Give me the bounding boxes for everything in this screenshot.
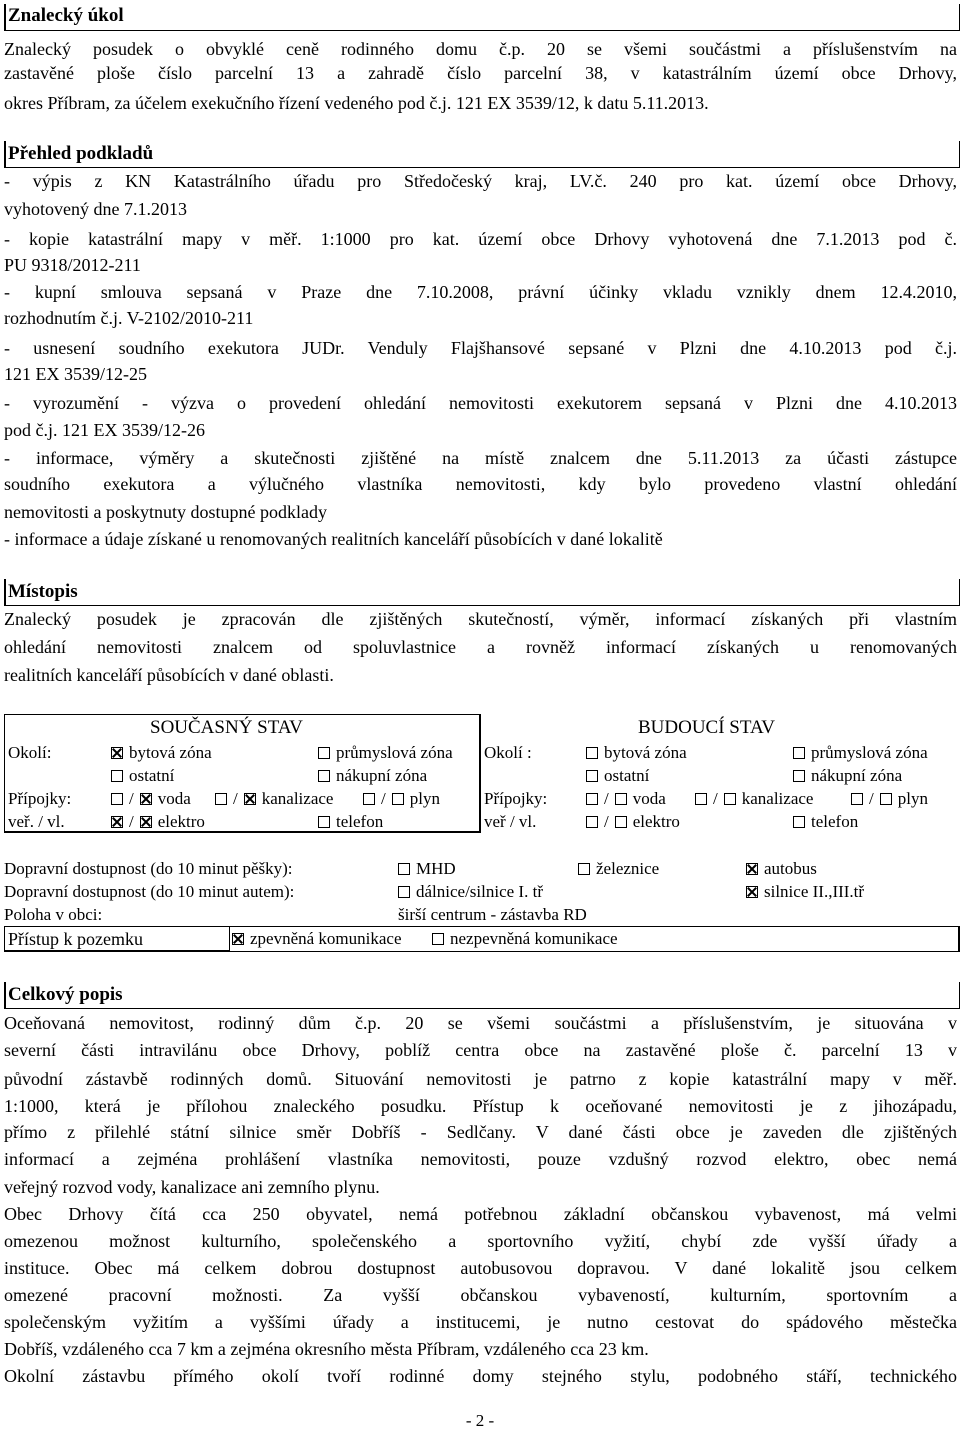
checkbox-highway[interactable]: dálnice/silnice I. tř: [398, 881, 543, 903]
paragraph-line: 1:1000, která je přílohou znaleckého posudku. Přístup k oceňované nemovitosti je z jihozápadu,: [4, 1096, 957, 1116]
section-heading-mistopis: Místopis: [8, 581, 78, 602]
utilities-label: Přípojky:: [484, 789, 548, 808]
checkbox-icon: [586, 770, 598, 782]
paragraph-line: realitních kanceláří působících v dané oblasti.: [4, 665, 334, 685]
list-line: soudního exekutora a výlučného vlastníka nemovitosti, kdy bylo provedeno vlastní ohledání: [4, 474, 957, 494]
paragraph-line: severní části intravilánu obce Drhovy, poblíž centra obce na zastavěné ploše č. parcelní 13 v: [4, 1040, 957, 1060]
surroundings-label: Okolí:: [8, 743, 52, 762]
transport-car-label: Dopravní dostupnost (do 10 minut autem):: [4, 882, 295, 901]
paragraph-line: Obec Drhovy čítá cca 250 obyvatel, nemá potřebnou základní občanskou vybavenost, má velmi: [4, 1204, 957, 1224]
paragraph-line: ohledání nemovitosti znalcem od spoluvlastnice a rovněž informací získaných u renomovaných: [4, 637, 957, 657]
checkbox-icon: [793, 770, 805, 782]
checkbox-shopping[interactable]: nákupní zóna: [318, 765, 427, 787]
checkbox-icon: [880, 793, 892, 805]
utility-phone[interactable]: telefon: [318, 811, 383, 833]
checkbox-industrial-future[interactable]: průmyslová zóna: [793, 742, 928, 764]
paragraph-line: Znalecký posudek o obvyklé ceně rodinného domu č.p. 20 se všemi součástmi a příslušenstvím na: [4, 39, 957, 59]
section-header-bar: [4, 982, 960, 1009]
utility-gas-future[interactable]: / plyn: [851, 788, 928, 810]
utility-phone-future[interactable]: telefon: [793, 811, 858, 833]
checkbox-road[interactable]: silnice II.,III.tř: [746, 881, 864, 903]
checkbox-residential-future[interactable]: bytová zóna: [586, 742, 687, 764]
list-line: - informace a údaje získané u renomovaných realitních kanceláří působících v dané lokalitě: [4, 529, 663, 549]
checkbox-mhd[interactable]: MHD: [398, 858, 456, 880]
paragraph-line: Okolní zástavbu přímého okolí tvoří rodinné domy stejného stylu, podobného stáří, technického: [4, 1366, 957, 1386]
checkbox-icon: [363, 793, 375, 805]
utility-sewer[interactable]: / kanalizace: [215, 788, 333, 810]
checkbox-icon: [793, 747, 805, 759]
paragraph-line: Oceňovaná nemovitost, rodinný dům č.p. 20 se všemi součástmi a příslušenstvím, je situována v: [4, 1013, 957, 1033]
checkbox-industrial[interactable]: průmyslová zóna: [318, 742, 453, 764]
list-line: pod č.j. 121 EX 3539/12-26: [4, 420, 205, 440]
list-line: - kupní smlouva sepsaná v Praze dne 7.10.2008, právní účinky vkladu vznikly dnem 12.4.2010,: [4, 282, 957, 302]
section-header-bar: [4, 4, 960, 31]
list-line: - usnesení soudního exekutora JUDr. Venduly Flajšhansové sepsané v Plzni dne 4.10.2013 pod č.j.: [4, 338, 957, 358]
checked-checkbox-icon: [111, 747, 123, 759]
public-private-label: veř. / vl.: [8, 812, 65, 831]
list-line: - informace, výměry a skutečnosti zjištěné na místě znalcem dne 5.11.2013 za účasti zástupce: [4, 448, 957, 468]
access-label: Přístup k pozemku: [8, 929, 143, 949]
checked-checkbox-icon: [140, 793, 152, 805]
section-heading-celkovy: Celkový popis: [8, 984, 123, 1005]
checkbox-icon: [398, 863, 410, 875]
utility-water[interactable]: / voda: [111, 788, 191, 810]
paragraph-line: původní zástavbě rodinných domů. Situování nemovitosti je patrno z kopie katastrální mapy v měř.: [4, 1069, 957, 1089]
utility-gas[interactable]: / plyn: [363, 788, 440, 810]
paragraph-line: zastavěné ploše číslo parcelní 13 a zahradě číslo parcelní 38, v katastrálním území obce Drhovy,: [4, 63, 957, 83]
paragraph-line: omezené pracovní možnosti. Za vyšší občanskou vybaveností, kulturním, sportovním a: [4, 1285, 957, 1305]
list-line: rozhodnutím č.j. V-2102/2010-211: [4, 308, 254, 328]
transport-walk-label: Dopravní dostupnost (do 10 minut pěšky):: [4, 859, 293, 878]
checkbox-other-future[interactable]: ostatní: [586, 765, 649, 787]
list-line: - výpis z KN Katastrálního úřadu pro Středočeský kraj, LV.č. 240 pro kat. území obce Drhovy,: [4, 171, 957, 191]
checkbox-icon: [215, 793, 227, 805]
checkbox-icon: [615, 793, 627, 805]
utilities-label: Přípojky:: [8, 789, 72, 808]
surroundings-label: Okolí :: [484, 743, 532, 762]
section-heading-ukol: Znalecký úkol: [8, 5, 124, 26]
checkbox-paved-road[interactable]: zpevněná komunikace: [232, 928, 402, 950]
paragraph-line: přímo z přilehlé státní silnice směr Dobříš - Sedlčany. V dané části obce je zaveden dle zjištěných: [4, 1122, 957, 1142]
paragraph-line: omezenou možnost kulturního, společenského a sportovního vyžití, chybí zde vyšší úřady a: [4, 1231, 957, 1251]
checkbox-icon: [615, 816, 627, 828]
checkbox-bus[interactable]: autobus: [746, 858, 817, 880]
paragraph-line: veřejný rozvod vody, kanalizace ani zemního plynu.: [4, 1177, 380, 1197]
checkbox-shopping-future[interactable]: nákupní zóna: [793, 765, 902, 787]
checkbox-icon: [318, 747, 330, 759]
checked-checkbox-icon: [232, 933, 244, 945]
list-line: - vyrozumění - výzva o provedení ohledání nemovitosti exekutorem sepsaná v Plzni dne 4.10.2013: [4, 393, 957, 413]
checkbox-icon: [586, 816, 598, 828]
paragraph-line: informací a zejména prohlášení vlastníka nemovitosti, pouze vzdušný rozvod elektro, obec nemá: [4, 1149, 957, 1169]
location-label: Poloha v obci:: [4, 905, 103, 924]
checked-checkbox-icon: [111, 816, 123, 828]
paragraph-line: Znalecký posudek je zpracován dle zjištěných skutečností, výměr, informací získaných při vlastním: [4, 609, 957, 629]
checkbox-icon: [586, 793, 598, 805]
paragraph-line: Dobříš, vzdáleného cca 7 km a zejména okresního města Příbram, vzdáleného cca 23 km.: [4, 1339, 649, 1359]
current-state-heading: SOUČASNÝ STAV: [150, 717, 303, 738]
checkbox-icon: [578, 863, 590, 875]
utility-electricity-future[interactable]: / elektro: [586, 811, 680, 833]
checked-checkbox-icon: [140, 816, 152, 828]
checkbox-icon: [318, 770, 330, 782]
utility-sewer-future[interactable]: / kanalizace: [695, 788, 813, 810]
section-heading-podklady: Přehled podkladů: [8, 143, 154, 164]
paragraph-line: instituce. Obec má celkem dobrou dostupnost autobusovou dopravou. V dané lokalitě jsou celkem: [4, 1258, 957, 1278]
checkbox-icon: [586, 747, 598, 759]
checked-checkbox-icon: [746, 863, 758, 875]
checkbox-icon: [793, 816, 805, 828]
checkbox-icon: [398, 886, 410, 898]
list-line: nemovitosti a poskytnuty dostupné podklady: [4, 502, 327, 522]
checkbox-other[interactable]: ostatní: [111, 765, 174, 787]
list-line: - kopie katastrální mapy v měř. 1:1000 pro kat. území obce Drhovy vyhotovená dne 7.1.2013 pod č.: [4, 229, 957, 249]
paragraph-line: okres Příbram, za účelem exekučního řízení vedeného pod č.j. 121 EX 3539/12, k datu 5.11.2013.: [4, 93, 709, 113]
utility-electricity[interactable]: / elektro: [111, 811, 205, 833]
page-number: - 2 -: [465, 1411, 495, 1430]
checkbox-residential[interactable]: bytová zóna: [111, 742, 212, 764]
checkbox-railway[interactable]: železnice: [578, 858, 659, 880]
section-header-bar: [4, 579, 960, 606]
checkbox-icon: [111, 793, 123, 805]
list-line: PU 9318/2012-211: [4, 255, 141, 275]
list-line: vyhotovený dne 7.1.2013: [4, 199, 187, 219]
checkbox-icon: [724, 793, 736, 805]
checkbox-icon: [318, 816, 330, 828]
paragraph-line: společenským vyžitím a vyššími úřady a institucemi, je nutno cestovat do spádového městečka: [4, 1312, 957, 1332]
checkbox-icon: [111, 770, 123, 782]
public-private-label: veř / vl.: [484, 812, 537, 831]
checkbox-icon: [851, 793, 863, 805]
location-value: širší centrum - zástavba RD: [398, 905, 587, 924]
checkbox-unpaved-road[interactable]: nezpevněná komunikace: [432, 928, 618, 950]
checkbox-icon: [432, 933, 444, 945]
checked-checkbox-icon: [244, 793, 256, 805]
checkbox-icon: [695, 793, 707, 805]
list-line: 121 EX 3539/12-25: [4, 364, 147, 384]
future-state-heading: BUDOUCÍ STAV: [638, 717, 775, 738]
checkbox-icon: [392, 793, 404, 805]
utility-water-future[interactable]: / voda: [586, 788, 666, 810]
checked-checkbox-icon: [746, 886, 758, 898]
